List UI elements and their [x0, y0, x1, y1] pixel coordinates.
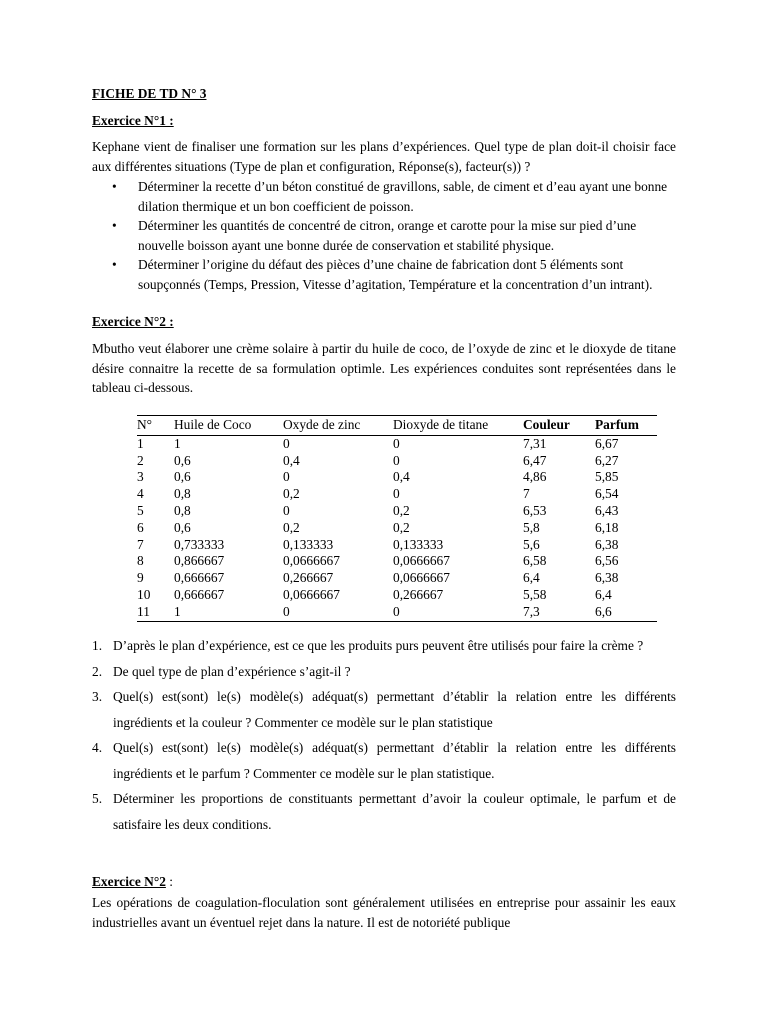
bullet-icon: •	[112, 179, 117, 194]
table-row	[137, 469, 657, 486]
bullet-icon: •	[112, 257, 117, 272]
table-cell: 5,85	[595, 469, 619, 485]
table-cell: 7,3	[523, 604, 595, 621]
exercise-1-bullet-list	[112, 177, 676, 294]
question-number: 1.	[92, 638, 103, 653]
table-row	[137, 520, 657, 537]
bullet-text: Déterminer l’origine du défaut des pièces d’une chaine de fabrication dont 5 éléments sont soupçonnés (Temps, Pression, Vitesse d’agitation, Température et la concentration d’un intrant).	[138, 257, 653, 292]
column-header: Parfum	[595, 416, 657, 436]
table-row	[137, 553, 657, 570]
question-text: D’après le plan d’expérience, est ce que les produits purs peuvent être utilisés pour faire la crème ?	[113, 638, 644, 653]
list-item	[92, 735, 676, 786]
table-cell: 6,18	[595, 519, 619, 535]
table-cell: 0	[283, 435, 290, 451]
bullet-text: Déterminer la recette d’un béton constitué de gravillons, sable, de ciment et d’eau ayant une bonne dilation thermique et un bon coefficient de poisson.	[138, 179, 668, 214]
table-row	[137, 453, 657, 470]
table-cell: 7,31	[523, 435, 547, 451]
exercise-3-heading: Exercice N°2	[92, 874, 166, 889]
table-cell: 6,53	[523, 502, 547, 518]
table-cell: 1	[174, 435, 181, 451]
question-text: Quel(s) est(sont) le(s) modèle(s) adéquat(s) permettant d’établir la relation entre les différents ingrédients et le parfum ? Commenter ce modèle sur le plan statistique.	[113, 740, 676, 781]
list-item	[112, 177, 676, 216]
table-cell: 7	[137, 536, 144, 552]
table-cell: 0,4	[283, 452, 300, 468]
table-cell: 6,58	[523, 553, 547, 569]
list-item	[112, 216, 676, 255]
table-cell: 6,4	[595, 586, 612, 602]
table-row	[137, 570, 657, 587]
table-cell: 8	[137, 553, 144, 569]
table-row	[137, 435, 657, 452]
table-cell: 5	[137, 502, 144, 518]
bullet-text: Déterminer les quantités de concentré de citron, orange et carotte pour la mise sur pied d’une nouvelle boisson ayant une bonne durée de conservation et stabilité physique.	[138, 218, 637, 253]
question-text: De quel type de plan d’expérience s’agit-il ?	[113, 663, 351, 679]
exercise-2-intro: Mbutho veut élaborer une crème solaire à partir du huile de coco, de l’oxyde de zinc et le dioxyde de titane désire connaitre la recette de sa formulation optimle. Les expériences conduites sont représentées dans le tableau ci-dessous.	[92, 341, 676, 395]
table-header-row	[137, 416, 657, 436]
table-cell: 9	[137, 570, 144, 586]
table-cell: 0,266667	[283, 570, 334, 586]
table-cell: 0,133333	[393, 536, 444, 552]
table-cell: 0	[283, 469, 290, 485]
table-cell: 0,266667	[393, 586, 444, 602]
table-cell: 7	[523, 486, 530, 502]
table-cell: 10	[137, 586, 151, 602]
table-cell: 11	[137, 604, 174, 621]
table-cell: 0,8	[174, 486, 191, 502]
table-cell: 6,4	[523, 570, 540, 586]
table-cell: 0,6	[174, 469, 191, 485]
table-cell: 6,47	[523, 452, 547, 468]
table-cell: 0,8	[174, 502, 191, 518]
exercise-2-heading: Exercice N°2 :	[92, 314, 174, 329]
table-cell: 6	[137, 519, 144, 535]
table-cell: 0,6	[174, 519, 191, 535]
column-header: Couleur	[523, 416, 595, 436]
bullet-icon: •	[112, 218, 117, 233]
table-cell: 0,0666667	[393, 570, 450, 586]
question-text: Déterminer les proportions de constituants permettant d’avoir la couleur optimale, le parfum et de satisfaire les deux conditions.	[113, 791, 676, 832]
list-item	[92, 684, 676, 735]
page-title: FICHE DE TD N° 3	[92, 86, 207, 101]
table-cell: 0,666667	[174, 586, 225, 602]
table-cell: 0	[283, 502, 290, 518]
table-row	[137, 486, 657, 503]
table-cell: 0,0666667	[283, 586, 340, 602]
table-cell: 0,2	[393, 519, 410, 535]
table-body	[137, 435, 657, 621]
exercise-1-heading: Exercice N°1 :	[92, 113, 174, 128]
table-cell: 6,38	[595, 570, 619, 586]
table-cell: 0	[393, 604, 523, 621]
table-cell: 6,38	[595, 536, 619, 552]
table-cell: 6,54	[595, 486, 619, 502]
table-cell: 0	[393, 486, 400, 502]
column-header: Huile de Coco	[174, 416, 283, 436]
table-cell: 0,2	[393, 502, 410, 518]
question-number: 4.	[92, 740, 103, 755]
list-item	[112, 255, 676, 294]
table-cell: 5,6	[523, 536, 540, 552]
table-cell: 0,666667	[174, 570, 225, 586]
table-cell: 1	[137, 435, 144, 451]
table-cell: 0,133333	[283, 536, 334, 552]
list-item	[92, 659, 676, 685]
table-cell: 5,8	[523, 519, 540, 535]
exercise-3-heading-wrap	[92, 874, 173, 890]
table-cell: 0	[393, 435, 400, 451]
table-cell: 0,2	[283, 519, 300, 535]
table-cell: 4,86	[523, 469, 547, 485]
table-cell: 6,27	[595, 452, 619, 468]
table-cell: 1	[174, 604, 283, 621]
table-cell: 2	[137, 452, 144, 468]
table-row	[137, 503, 657, 520]
column-header: N°	[137, 416, 174, 436]
table-row	[137, 537, 657, 554]
table-cell: 6,67	[595, 435, 619, 451]
table-row	[137, 604, 657, 621]
table-cell: 4	[137, 486, 144, 502]
experiment-table	[137, 415, 657, 622]
exercise-1-intro: Kephane vient de finaliser une formation sur les plans d’expériences. Quel type de plan doit-il choisir face aux différentes situations (Type de plan et configuration, Réponse(s), facteur(s)) ?	[92, 139, 676, 174]
question-number: 5.	[92, 791, 103, 806]
column-header: Dioxyde de titane	[393, 416, 523, 436]
exercise-3-intro: Les opérations de coagulation-floculation sont généralement utilisées en entreprise pour assainir les eaux industrielles avant un éventuel rejet dans la nature. Il est de notoriété publique	[92, 895, 676, 930]
table-cell: 0	[283, 604, 393, 621]
table-cell: 0,6	[174, 452, 191, 468]
question-number: 2.	[92, 663, 103, 679]
column-header: Oxyde de zinc	[283, 416, 393, 436]
table-cell: 5,58	[523, 586, 547, 602]
list-item	[92, 786, 676, 837]
table-cell: 0,0666667	[283, 553, 340, 569]
exercise-3-heading-suffix: :	[165, 874, 173, 889]
table-cell: 0,0666667	[393, 553, 450, 569]
table-row	[137, 587, 657, 604]
table-cell: 6,6	[595, 604, 657, 621]
question-number: 3.	[92, 689, 103, 704]
table-cell: 0,2	[283, 486, 300, 502]
table-cell: 0,733333	[174, 536, 225, 552]
table-cell: 0,4	[393, 469, 410, 485]
table-cell: 6,56	[595, 553, 619, 569]
table-cell: 6,43	[595, 502, 619, 518]
table-cell: 3	[137, 469, 144, 485]
list-item	[92, 633, 676, 659]
question-text: Quel(s) est(sont) le(s) modèle(s) adéquat(s) permettant d’établir la relation entre les différents ingrédients et la couleur ? Commenter ce modèle sur le plan statistique	[113, 689, 676, 730]
table-cell: 0	[393, 452, 400, 468]
table-cell: 0,866667	[174, 553, 225, 569]
exercise-2-questions	[92, 633, 676, 837]
